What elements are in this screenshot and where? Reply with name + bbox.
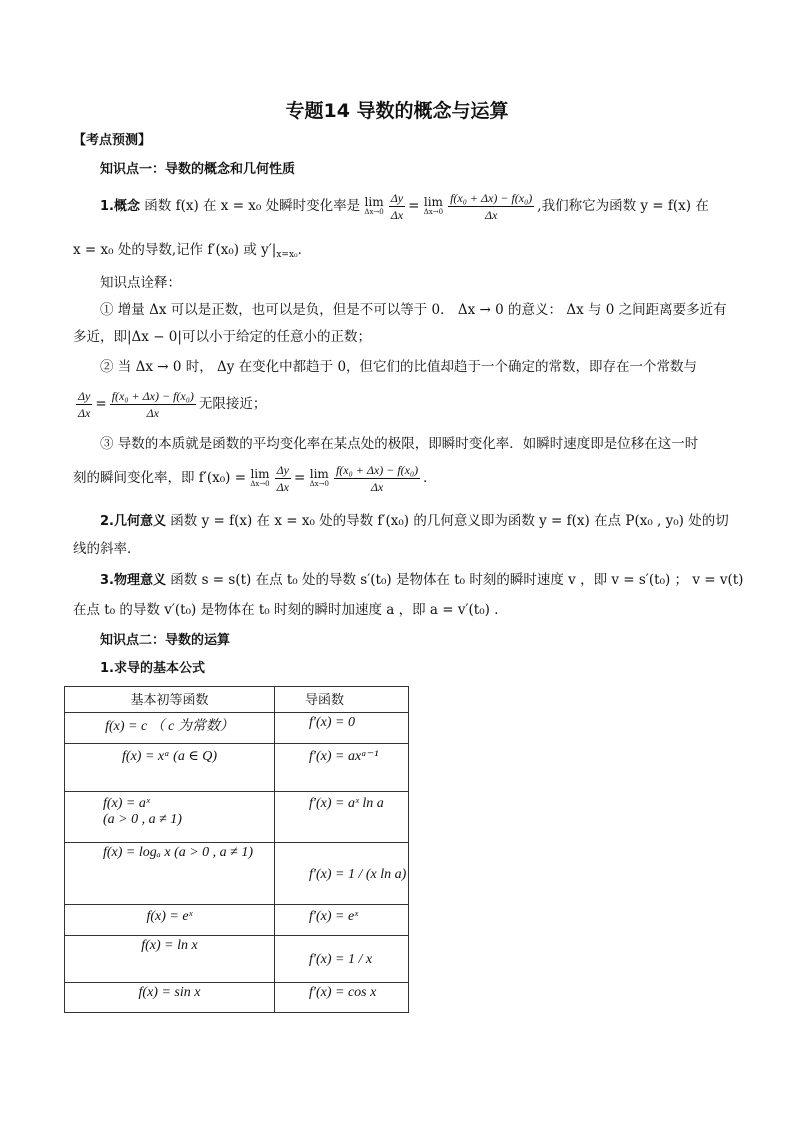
- concept-text-2: ,我们称它为函数 y = f(x) 在: [537, 198, 709, 214]
- kp2-sub-heading: 1.求导的基本公式: [100, 661, 205, 676]
- kp1-heading: 知识点一：导数的概念和几何性质: [100, 162, 296, 177]
- note-3a: ③ 导数的本质就是函数的平均变化率在某点处的极限，即瞬时变化率．如瞬时速度即是位移在这一时: [100, 436, 699, 452]
- fraction-dy-dx: $\frac{\Delta y}{\Delta x}$: [390, 191, 404, 222]
- section-label: 【考点预测】: [73, 133, 152, 148]
- fraction-difference-quotient-2: $\frac{\text{f(x₀ + Δx) − f(x₀)}}{\Delta x}$: [111, 389, 194, 420]
- page-title: 专题14 导数的概念与运算: [285, 100, 509, 122]
- geo-line-2: 线的斜率．: [73, 541, 141, 557]
- table-header-derivative: 导函数: [275, 687, 409, 713]
- note-label: 知识点诠释：: [100, 275, 181, 291]
- concept-text-1: 函数 f(x) 在 x = x₀ 处瞬时变化率是: [144, 198, 361, 214]
- note-1b: 多近，即|Δx − 0|可以小于给定的任意小的正数；: [73, 329, 371, 345]
- table-row: f(x) = aˣ (a > 0 , a ≠ 1) f′(x) = aˣ ln a: [65, 792, 409, 843]
- kp2-heading: 知识点二：导数的运算: [100, 633, 231, 648]
- fraction-dy-dx-2: $\frac{\Delta y}{\Delta x}$: [78, 389, 91, 420]
- fraction-difference-quotient: $\frac{\text{f(x₀ + Δx) − f(x₀)}}{\Delta x}$: [450, 191, 533, 222]
- table-row: f(x) = xᵃ (a ∈ Q) f′(x) = axᵃ⁻¹: [65, 744, 409, 792]
- note-1a: ① 增量 Δx 可以是正数，也可以是负，但是不可以等于 0． Δx → 0 的意义： Δx 与 0 之间距离要多近有: [100, 302, 727, 318]
- limit-1: lim Δx→0: [364, 194, 384, 216]
- table-header-row: [65, 687, 409, 713]
- phy-line-2: 在点 t₀ 的导数 v′(t₀) 是物体在 t₀ 时刻的瞬时加速度 a ，即 a = v′(t₀) ．: [73, 602, 508, 618]
- concept-line-2: x = x₀ 处的导数,记作 f′(x₀) 或 $y'|_{x=x_0}$．: [73, 242, 312, 260]
- concept-line: 1.概念 函数 f(x) 在 x = x₀ 处瞬时变化率是 lim Δx→0 $\frac{\Delta y}{\Delta x}$ = lim Δx→0 $\frac{\text{f(x₀ + Δx) − f(x₀)}}{\Delta x}$ ,我们称它为函数 y = f(x) 在: [100, 191, 709, 222]
- table-header-function: 基本初等函数: [65, 687, 275, 713]
- table-row: f(x) = ln x f′(x) = 1 / x: [65, 936, 409, 983]
- derivative-formula-table: [64, 686, 409, 1013]
- geo-label: 2.几何意义: [100, 514, 166, 529]
- concept-label: 1.概念: [100, 199, 140, 214]
- phy-label: 3.物理意义: [100, 573, 166, 588]
- table-row: f(x) = eˣ f′(x) = eˣ: [65, 905, 409, 936]
- table-row: f(x) = c （ c 为常数） f′(x) = 0: [65, 713, 409, 744]
- note-2b: $\frac{\Delta y}{\Delta x}$ = $\frac{\text{f(x₀ + Δx) − f(x₀)}}{\Delta x}$ 无限接近；: [78, 389, 267, 420]
- note-3b: 刻的瞬间变化率，即 f′(x₀) = lim Δx→0 $\frac{\Delta y}{\Delta x}$ = lim Δx→0 $\frac{\text{f(x₀ + Δx) − f(x₀)}}{\Delta x}$ ．: [73, 463, 437, 494]
- table-row: f(x) = logₐ x (a > 0 , a ≠ 1) f′(x) = 1 / (x ln a): [65, 843, 409, 905]
- phy-line-1: 3.物理意义 函数 s = s(t) 在点 t₀ 处的导数 s′(t₀) 是物体在 t₀ 时刻的瞬时速度 v ，即 v = s′(t₀) ； v = v(t): [100, 572, 744, 588]
- note-2a: ② 当 Δx → 0 时， Δy 在变化中都趋于 0，但它们的比值却趋于一个确定的常数，即存在一个常数与: [100, 359, 698, 375]
- table-row: f(x) = sin x f′(x) = cos x: [65, 983, 409, 1013]
- limit-2: lim Δx→0: [423, 194, 444, 216]
- geo-line-1: 2.几何意义 函数 y = f(x) 在 x = x₀ 处的导数 f′(x₀) 的几何意义即为函数 y = f(x) 在点 P(x₀ , y₀) 处的切: [100, 513, 729, 529]
